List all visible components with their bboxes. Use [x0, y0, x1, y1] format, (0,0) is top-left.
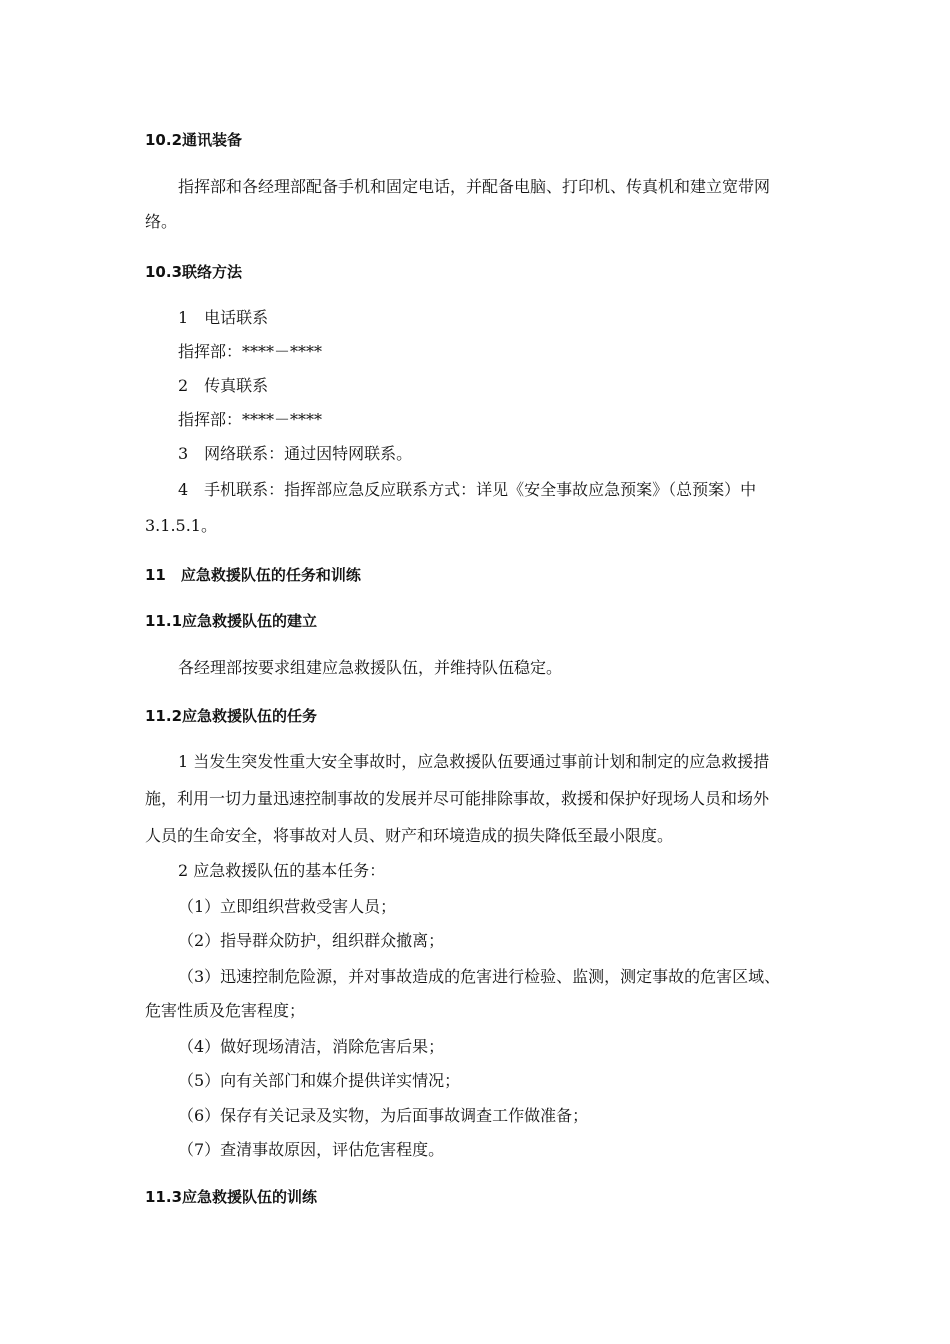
paragraph-line: 络。 [145, 212, 178, 231]
paragraph-line: 人员的生命安全，将事故对人员、财产和环境造成的损失降低至最小限度。 [145, 826, 674, 845]
heading-11-3: 11.3应急救援队伍的训练 [145, 1188, 318, 1206]
heading-11-2: 11.2应急救援队伍的任务 [145, 707, 318, 725]
heading-10-2: 10.2通讯装备 [145, 131, 243, 149]
contact-value: 指挥部：****－**** [178, 342, 323, 361]
heading-10-3: 10.3联络方法 [145, 263, 243, 281]
paragraph-line: 各经理部按要求组建应急救援队伍，并维持队伍稳定。 [178, 658, 563, 677]
contact-item: 3 网络联系：通过因特网联系。 [178, 444, 413, 463]
contact-item: 4 手机联系：指挥部应急反应联系方式：详见《安全事故应急预案》（总预案）中 [178, 480, 757, 499]
task-item: （6）保存有关记录及实物，为后面事故调查工作做准备； [178, 1106, 589, 1125]
contact-item: 2 传真联系 [178, 376, 269, 395]
paragraph-line: 2 应急救援队伍的基本任务： [178, 861, 386, 880]
paragraph-line: 指挥部和各经理部配备手机和固定电话，并配备电脑、打印机、传真机和建立宽带网 [178, 177, 771, 196]
contact-item: 1 电话联系 [178, 308, 269, 327]
task-item: （7）查清事故原因，评估危害程度。 [178, 1140, 445, 1159]
heading-11-1: 11.1应急救援队伍的建立 [145, 612, 318, 630]
task-item: （1）立即组织营救受害人员； [178, 897, 397, 916]
paragraph-line: 1 当发生突发性重大安全事故时，应急救援队伍要通过事前计划和制定的应急救援措 [178, 752, 770, 771]
contact-value: 指挥部：****－**** [178, 410, 323, 429]
task-item: （3）迅速控制危险源，并对事故造成的危害进行检验、监测，测定事故的危害区域、 [178, 967, 781, 986]
heading-11: 11 应急救援队伍的任务和训练 [145, 566, 361, 584]
paragraph-line: 危害性质及危害程度； [145, 1001, 306, 1020]
task-item: （5）向有关部门和媒介提供详实情况； [178, 1071, 461, 1090]
paragraph-line: 3.1.5.1。 [145, 516, 217, 535]
task-item: （4）做好现场清洁，消除危害后果； [178, 1037, 445, 1056]
task-item: （2）指导群众防护，组织群众撤离； [178, 931, 445, 950]
paragraph-line: 施，利用一切力量迅速控制事故的发展并尽可能排除事故，救援和保护好现场人员和场外 [145, 789, 770, 808]
